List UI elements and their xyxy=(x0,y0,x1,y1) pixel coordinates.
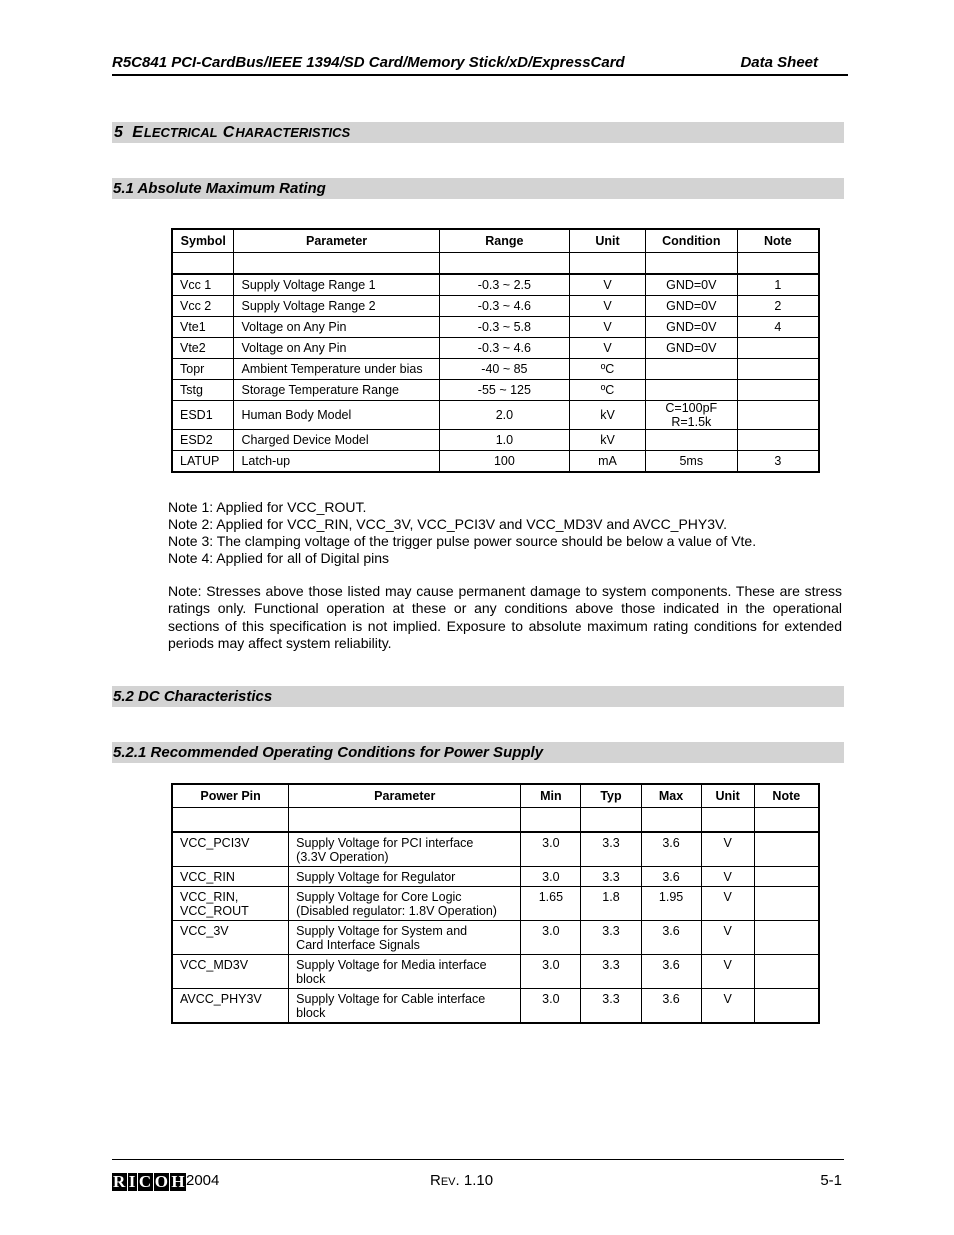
footer-year: 2004 xyxy=(186,1172,220,1189)
table-cell: 1.0 xyxy=(439,430,569,451)
note-3: Note 3: The clamping voltage of the trigger pulse power source should be below a value of Vte. xyxy=(168,533,757,549)
table-cell: 3.0 xyxy=(521,832,581,867)
header-cell: Condition xyxy=(645,229,737,253)
ricoh-logo: R I C O H xyxy=(113,1172,186,1191)
table-cell: 3.6 xyxy=(641,867,701,887)
table-cell: V xyxy=(570,338,646,359)
table-cell: V xyxy=(570,317,646,338)
table-cell xyxy=(754,887,819,921)
table-cell: Supply Voltage Range 2 xyxy=(234,296,439,317)
table-cell: 3 xyxy=(737,451,819,473)
footer-rule xyxy=(112,1159,844,1160)
table-cell xyxy=(737,338,819,359)
table-cell: Voltage on Any Pin xyxy=(234,317,439,338)
table-cell: Vte1 xyxy=(172,317,234,338)
table-row xyxy=(172,296,819,317)
table-cell: Vcc 2 xyxy=(172,296,234,317)
table-cell: -0.3 ~ 2.5 xyxy=(439,274,569,296)
heading-initial-c: C xyxy=(222,124,235,141)
header-cell: Parameter xyxy=(234,229,439,253)
footer-revision xyxy=(430,1172,493,1189)
table-cell: Tstg xyxy=(172,380,234,401)
table-cell: Voltage on Any Pin xyxy=(234,338,439,359)
table-cell: 3.3 xyxy=(581,989,641,1024)
table-cell: GND=0V xyxy=(645,274,737,296)
header-cell: Range xyxy=(439,229,569,253)
table-cell: V xyxy=(701,955,754,989)
table-cell: 3.0 xyxy=(521,955,581,989)
notes-list xyxy=(168,499,842,567)
table-cell: AVCC_PHY3V xyxy=(172,989,289,1024)
header-cell: Unit xyxy=(570,229,646,253)
table-cell: ESD1 xyxy=(172,401,234,430)
table-cell xyxy=(737,430,819,451)
table-cell: 3.3 xyxy=(581,867,641,887)
table-row xyxy=(172,359,819,380)
table-cell: 1.95 xyxy=(641,887,701,921)
table-cell: -55 ~ 125 xyxy=(439,380,569,401)
table-cell: 2.0 xyxy=(439,401,569,430)
heading-rest-2: HARACTERISTICS xyxy=(235,125,351,140)
table-header-row xyxy=(172,229,819,253)
table-cell: ºC xyxy=(570,380,646,401)
table-cell xyxy=(645,359,737,380)
table-cell: 2 xyxy=(737,296,819,317)
table-cell xyxy=(737,359,819,380)
absolute-max-rating-table xyxy=(171,228,820,473)
table-row xyxy=(172,887,819,921)
heading-rest-1: LECTRICAL xyxy=(143,125,218,140)
table-cell: Supply Voltage Range 1 xyxy=(234,274,439,296)
table-cell: Topr xyxy=(172,359,234,380)
table-cell: 3.6 xyxy=(641,832,701,867)
header-cell: Symbol xyxy=(172,229,234,253)
table-cell xyxy=(754,867,819,887)
header-cell: Power Pin xyxy=(172,784,289,808)
header-cell: Note xyxy=(737,229,819,253)
table-spacer-row xyxy=(172,808,819,833)
table-row xyxy=(172,317,819,338)
table-row xyxy=(172,380,819,401)
header-cell: Unit xyxy=(701,784,754,808)
table-cell xyxy=(754,955,819,989)
table-cell: GND=0V xyxy=(645,317,737,338)
table-body xyxy=(172,832,819,1023)
table-cell: 3.3 xyxy=(581,921,641,955)
table-cell: Supply Voltage for Cable interface block xyxy=(289,989,521,1024)
table-cell: 1 xyxy=(737,274,819,296)
table-cell: 3.0 xyxy=(521,921,581,955)
table-cell: 3.3 xyxy=(581,832,641,867)
table-row xyxy=(172,401,819,430)
table-row xyxy=(172,955,819,989)
table-cell: Vcc 1 xyxy=(172,274,234,296)
table-cell: Latch-up xyxy=(234,451,439,473)
table-cell: 3.3 xyxy=(581,955,641,989)
table-cell: V xyxy=(701,921,754,955)
table-cell: Supply Voltage for System and Card Interface Signals xyxy=(289,921,521,955)
table-cell: VCC_3V xyxy=(172,921,289,955)
document-type: Data Sheet xyxy=(740,54,818,71)
page-header xyxy=(112,54,848,76)
rev-small: EV xyxy=(440,1176,456,1188)
section-5-1-heading xyxy=(112,178,844,199)
table-cell: -0.3 ~ 5.8 xyxy=(439,317,569,338)
table-cell xyxy=(645,430,737,451)
table-cell: 3.6 xyxy=(641,921,701,955)
section-5-2-title: 5.2 DC Characteristics xyxy=(113,688,273,705)
table-cell: ESD2 xyxy=(172,430,234,451)
document-title: R5C841 PCI-CardBus/IEEE 1394/SD Card/Memory Stick/xD/ExpressCard xyxy=(112,54,625,71)
table-cell: Ambient Temperature under bias xyxy=(234,359,439,380)
table-cell: VCC_RIN xyxy=(172,867,289,887)
table-row xyxy=(172,338,819,359)
table-cell: mA xyxy=(570,451,646,473)
table-cell: 1.65 xyxy=(521,887,581,921)
table-cell: Supply Voltage for Core Logic (Disabled regulator: 1.8V Operation) xyxy=(289,887,521,921)
table-cell xyxy=(737,401,819,430)
note-2: Note 2: Applied for VCC_RIN, VCC_3V, VCC_PCI3V and VCC_MD3V and AVCC_PHY3V. xyxy=(168,516,727,532)
section-number: 5 xyxy=(114,124,123,141)
section-5-heading xyxy=(112,122,844,143)
table-cell: VCC_RIN, VCC_ROUT xyxy=(172,887,289,921)
table-cell: Vte2 xyxy=(172,338,234,359)
table-cell: V xyxy=(701,989,754,1024)
table-cell: Charged Device Model xyxy=(234,430,439,451)
table-cell: ºC xyxy=(570,359,646,380)
table-cell: 3.0 xyxy=(521,989,581,1024)
table-cell: 1.8 xyxy=(581,887,641,921)
table-cell: Supply Voltage for PCI interface (3.3V Operation) xyxy=(289,832,521,867)
header-cell: Min xyxy=(521,784,581,808)
table-cell: LATUP xyxy=(172,451,234,473)
table-cell: -40 ~ 85 xyxy=(439,359,569,380)
header-cell: Parameter xyxy=(289,784,521,808)
table-cell: 3.0 xyxy=(521,867,581,887)
note-1: Note 1: Applied for VCC_ROUT. xyxy=(168,499,367,515)
table-cell: 100 xyxy=(439,451,569,473)
table-cell: -0.3 ~ 4.6 xyxy=(439,338,569,359)
table-cell: -0.3 ~ 4.6 xyxy=(439,296,569,317)
table-cell: VCC_MD3V xyxy=(172,955,289,989)
table-cell: Supply Voltage for Media interface block xyxy=(289,955,521,989)
heading-initial-e: E xyxy=(132,124,143,141)
table-cell: Storage Temperature Range xyxy=(234,380,439,401)
header-cell: Typ xyxy=(581,784,641,808)
table-header-row xyxy=(172,784,819,808)
section-5-2-1-heading xyxy=(112,742,844,763)
table-row xyxy=(172,989,819,1024)
table-cell xyxy=(737,380,819,401)
table-cell xyxy=(754,921,819,955)
table-cell: kV xyxy=(570,401,646,430)
table-cell xyxy=(754,832,819,867)
section-5-2-heading xyxy=(112,686,844,707)
table-row xyxy=(172,274,819,296)
table-cell: V xyxy=(570,274,646,296)
table-cell: VCC_PCI3V xyxy=(172,832,289,867)
table-body xyxy=(172,274,819,472)
table-cell: GND=0V xyxy=(645,338,737,359)
table-cell: 5ms xyxy=(645,451,737,473)
power-supply-conditions-table xyxy=(171,783,820,1024)
section-5-2-1-title: 5.2.1 Recommended Operating Conditions for Power Supply xyxy=(113,744,544,761)
page-number: 5-1 xyxy=(820,1172,842,1189)
rev-prefix: R xyxy=(430,1172,441,1189)
table-cell: V xyxy=(701,867,754,887)
header-cell: Max xyxy=(641,784,701,808)
table-cell: 3.6 xyxy=(641,955,701,989)
table-cell: 4 xyxy=(737,317,819,338)
rev-number: . 1.10 xyxy=(455,1172,494,1189)
table-cell xyxy=(754,989,819,1024)
table-cell: V xyxy=(701,832,754,867)
table-cell: C=100pF R=1.5k xyxy=(645,401,737,430)
table-cell xyxy=(645,380,737,401)
table-cell: V xyxy=(570,296,646,317)
table-row xyxy=(172,867,819,887)
table-row xyxy=(172,921,819,955)
stress-note: Note: Stresses above those listed may cause permanent damage to system components. These are stress ratings only. Functional operation at these or any conditions above those indicated in the operational sections of this specification is not implied. Exposure to absolute maximum rating conditions for extended periods may affect system reliability. xyxy=(168,583,842,651)
table-cell: V xyxy=(701,887,754,921)
section-5-1-title: 5.1 Absolute Maximum Rating xyxy=(113,180,326,197)
table-row xyxy=(172,832,819,867)
table-cell: 3.6 xyxy=(641,989,701,1024)
table-cell: Supply Voltage for Regulator xyxy=(289,867,521,887)
table-cell: kV xyxy=(570,430,646,451)
table-row xyxy=(172,451,819,473)
table-cell: GND=0V xyxy=(645,296,737,317)
table-row xyxy=(172,430,819,451)
note-4: Note 4: Applied for all of Digital pins xyxy=(168,550,390,566)
header-cell: Note xyxy=(754,784,819,808)
table-cell: Human Body Model xyxy=(234,401,439,430)
table-spacer-row xyxy=(172,253,819,275)
